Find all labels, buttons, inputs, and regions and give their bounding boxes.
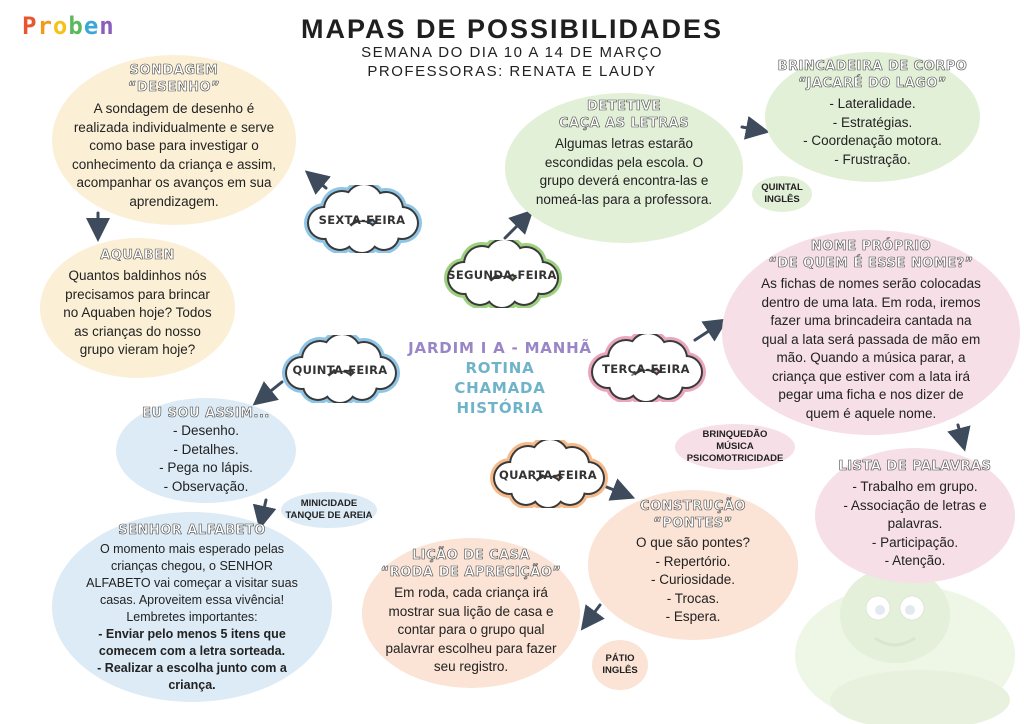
bubble-construcao: [588, 490, 798, 640]
detetive-text: Algumas letras estarão escondidas pela escola. O grupo deverá encontra-las e nomeá-las para a professora.: [535, 136, 713, 207]
day-label: SEGUNDA-FEIRA: [447, 268, 557, 282]
routine-item: CHAMADA: [454, 379, 546, 397]
cloud-sexta-feira: [300, 185, 424, 253]
construcao-text: O que são pontes? - Repertório. - Curiosidade. - Trocas. - Espera.: [635, 535, 751, 624]
bubble-aquaben: [40, 238, 235, 378]
bubble-eu-sou-assim: [116, 398, 296, 503]
logo-letter: o: [52, 12, 69, 40]
logo-letter: e: [83, 12, 100, 40]
logo-letter: r: [37, 12, 53, 40]
detetive-title: DETETIVE CAÇA AS LETRAS: [558, 99, 690, 131]
cloud-terca-feira: [584, 334, 708, 402]
tag-brinquedao: BRINQUEDÃO MÚSICA PSICOMOTRICIDADE: [675, 424, 795, 470]
bubble-detetive: [505, 93, 743, 243]
bubble-sondagem: [52, 55, 296, 225]
class-name: JARDIM I A - MANHÃ: [408, 339, 592, 357]
cloud-quarta-feira: [486, 440, 610, 508]
eusou-title: EU SOU ASSIM...: [142, 406, 270, 421]
routine-item: HISTÓRIA: [456, 399, 544, 417]
bubble-lista-palavras: [815, 448, 1015, 583]
bubble-nome-proprio: [722, 230, 1020, 435]
logo-letter: b: [68, 12, 84, 40]
teachers-subtitle: PROFESSORAS: RENATA E LAUDY: [367, 63, 657, 80]
construcao-title: CONSTRUÇÃO “PONTES”: [640, 499, 746, 531]
tag-patio-ingles: PÁTIO INGLÊS: [592, 640, 648, 690]
tag-minicidade: MINICIDADE TANQUE DE AREIA: [281, 492, 377, 528]
logo-letter: P: [22, 12, 38, 40]
sondagem-title: SONDAGEM “DESENHO”: [127, 63, 221, 95]
licao-title: LIÇÃO DE CASA “RODA DE APRECIÇÃO”: [380, 548, 562, 580]
eusou-text: - Desenho. - Detalhes. - Pega no lápis. - Observação.: [159, 423, 253, 494]
cloud-segunda-feira: [440, 240, 564, 308]
logo-letter: n: [99, 12, 115, 40]
nome-text: As fichas de nomes serão colocadas dentro de uma lata. Em roda, iremos fazer uma brincadeira cantada na qual a lata será passada de mão em mão. Quando a música parar, a criança que estiver com a lata irá pegar uma ficha e nos dizer de quem é aquele nome.: [761, 276, 981, 421]
aquaben-text: Quantos baldinhos nós precisamos para brincar no Aquaben hoje? Todos as crianças do nosso grupo vieram hoje?: [63, 268, 212, 357]
bubble-senhor-alfabeto: [52, 512, 332, 702]
lista-title: LISTA DE PALAVRAS: [838, 459, 992, 474]
page-title: MAPAS DE POSSIBILIDADES: [300, 14, 724, 44]
tag-quintal-ingles: QUINTAL INGLÊS: [752, 176, 812, 212]
bubble-jacare: [765, 52, 980, 182]
sondagem-text: A sondagem de desenho é realizada individualmente e serve como base para investigar o conhecimento da criança e assim, acompanhar os avanços em sua aprendizagem.: [71, 101, 277, 209]
nome-title: NOME PRÓPRIO “DE QUEM É ESSE NOME?”: [768, 239, 974, 271]
day-label: QUINTA-FEIRA: [292, 363, 388, 377]
bubble-licao-de-casa: [362, 538, 580, 688]
aquaben-title: AQUABEN: [100, 248, 175, 263]
licao-text: Em roda, cada criança irá mostrar sua lição de casa e contar para o grupo qual palavrar escolheu para fazer seu registro.: [385, 585, 557, 674]
day-label: SEXTA-FEIRA: [318, 213, 406, 227]
week-subtitle: SEMANA DO DIA 10 A 14 DE MARÇO: [361, 44, 663, 61]
routine-item: ROTINA: [465, 359, 535, 377]
day-label: QUARTA-FEIRA: [499, 468, 597, 482]
alfabeto-text: O momento mais esperado pelas crianças chegou, o SENHOR ALFABETO vai começar a visitar suas casas. Aproveitem essa vivência! Lembretes importantes: - Enviar pelo menos 5 itens que comecem com a letra sorteada. - Realizar a escolha junto com a criança.: [86, 542, 298, 692]
class-routine: [400, 338, 600, 418]
day-label: TERÇA-FEIRA: [602, 362, 690, 376]
jacare-title: BRINCADEIRA DE CORPO “JACARÉ DO LAGO”: [777, 59, 968, 91]
jacare-text: - Lateralidade. - Estratégias. - Coordenação motora. - Frustração.: [803, 96, 942, 167]
lista-text: - Trabalho em grupo. - Associação de letras e palavras. - Participação. - Atenção.: [843, 479, 987, 568]
cloud-quinta-feira: [278, 335, 402, 403]
alfabeto-title: SENHOR ALFABETO: [118, 523, 266, 538]
